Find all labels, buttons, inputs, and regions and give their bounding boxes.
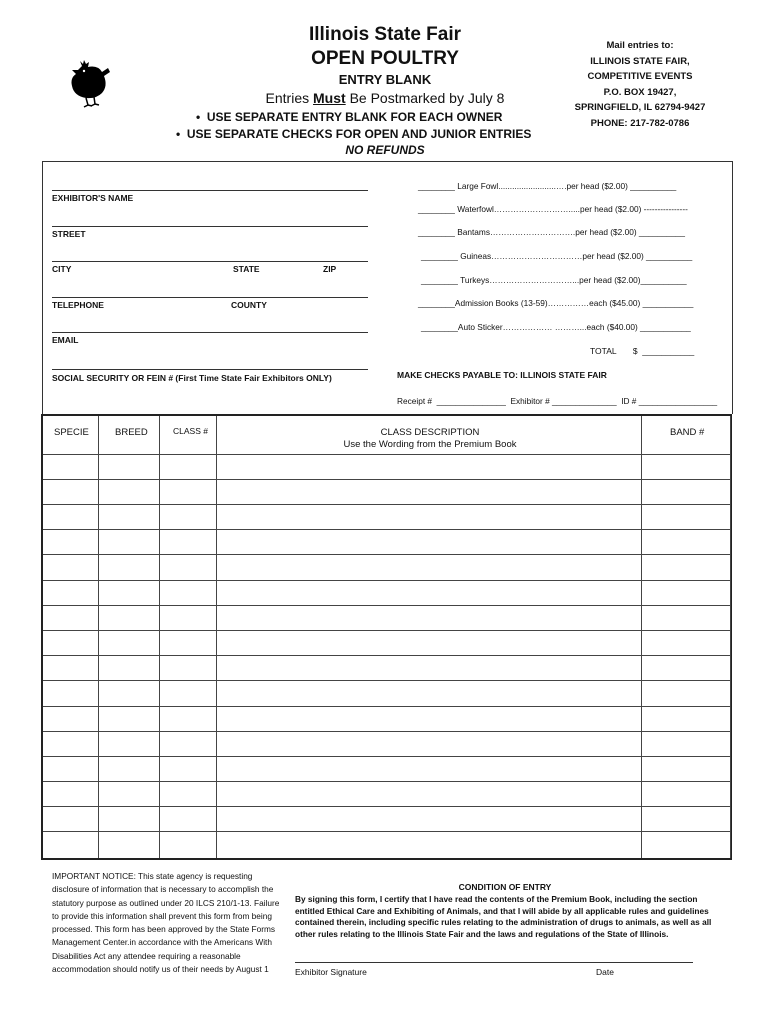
zip-label: ZIP [323,264,337,274]
signature-label: Exhibitor Signature [295,967,367,977]
form-subtitle: OPEN POULTRY [311,48,459,69]
fee-admission-books[interactable]: ________Admission Books (13-59)……………each ($45.00) ___________ [418,298,694,308]
chicken-icon [68,58,114,113]
fee-auto-sticker[interactable]: ________Auto Sticker……………… ………...each ($40.00) ___________ [421,322,691,332]
fee-turkeys[interactable]: ________ Turkeys…………………………...per head ($2.00)__________ [421,275,687,285]
exhibitor-name-label: EXHIBITOR'S NAME [52,193,134,203]
total-field[interactable]: TOTAL $ ___________ [590,346,695,356]
form-name: ENTRY BLANK [338,72,432,87]
fee-large-fowl[interactable]: ________ Large Fowl.........................….per head ($2.00) __________ [418,181,677,191]
mail-address-block: Mail entries to: ILLINOIS STATE FAIR, COMPETITIVE EVENTS P.O. BOX 19427, SPRINGFIELD, IL 62794-9427 PHONE: 217-782-0786 [574,40,706,129]
city-label: CITY [52,264,72,274]
office-use-fields: Receipt # _______________ Exhibitor # ______________ ID # _________________ [397,396,718,406]
ssn-field[interactable] [52,369,368,370]
fee-guineas[interactable]: ________ Guineas……………………………per head ($2.00) __________ [421,251,693,261]
street-field[interactable] [52,226,368,227]
date-label: Date [596,967,614,977]
no-refunds-note: NO REFUNDS [345,143,425,157]
condition-body: By signing this form, I certify that I have read the contents of the Premium Book, including the section entitled Ethical Care and Exhibiting of Animals, and that I will abide by all applicable rules and guidelines contained therein, including specific rules relating to the administration of drugs to animals, as well as all other rules relating to the Illinois State Fair and the laws and regulations of the State of Illinois. [295,894,712,939]
email-field[interactable] [52,332,368,333]
form-title: Illinois State Fair [308,24,462,45]
col-class-desc: CLASS DESCRIPTION Use the Wording from the Premium Book [343,427,517,450]
important-notice: IMPORTANT NOTICE: This state agency is requesting disclosure of information that is necessary to accomplish the statutory purpose as outlined under 20 ILCS 210/1-13. Failure to provide this information shall prevent this form from being processed. This form has been approved by the State Forms Management Center.in accordance with the Americans With Disabilities Act any attendee requiring a reasonable accommodation should notify us of their needs by August 1 [52,871,280,975]
state-label: STATE [233,264,260,274]
bullet-separate-checks: • USE SEPARATE CHECKS FOR OPEN AND JUNIOR ENTRIES [176,127,532,141]
telephone-county-field[interactable] [52,297,368,298]
condition-title: CONDITION OF ENTRY [458,882,552,892]
bullet-separate-blank: • USE SEPARATE ENTRY BLANK FOR EACH OWNER [196,110,503,124]
email-label: EMAIL [52,335,79,345]
col-specie: SPECIE [54,427,89,438]
exhibitor-name-field[interactable] [52,190,368,191]
telephone-label: TELEPHONE [52,300,104,310]
entry-table [41,414,732,860]
col-class-num: CLASS # [173,426,208,436]
deadline-text: Entries Must Be Postmarked by July 8 [265,90,505,106]
city-state-zip-field[interactable] [52,261,368,262]
payable-note: MAKE CHECKS PAYABLE TO: ILLINOIS STATE FAIR [397,370,607,380]
street-label: STREET [52,229,86,239]
ssn-label: SOCIAL SECURITY OR FEIN # (First Time State Fair Exhibitors ONLY) [52,373,332,383]
col-band: BAND # [670,427,705,438]
col-breed: BREED [115,427,148,438]
fee-waterfowl[interactable]: ________ Waterfowl……………………….....per head ($2.00) ---------------- [418,204,688,214]
county-label: COUNTY [231,300,267,310]
fee-bantams[interactable]: ________ Bantams………………………….per head ($2.00) __________ [418,227,686,237]
signature-field[interactable] [295,962,693,963]
